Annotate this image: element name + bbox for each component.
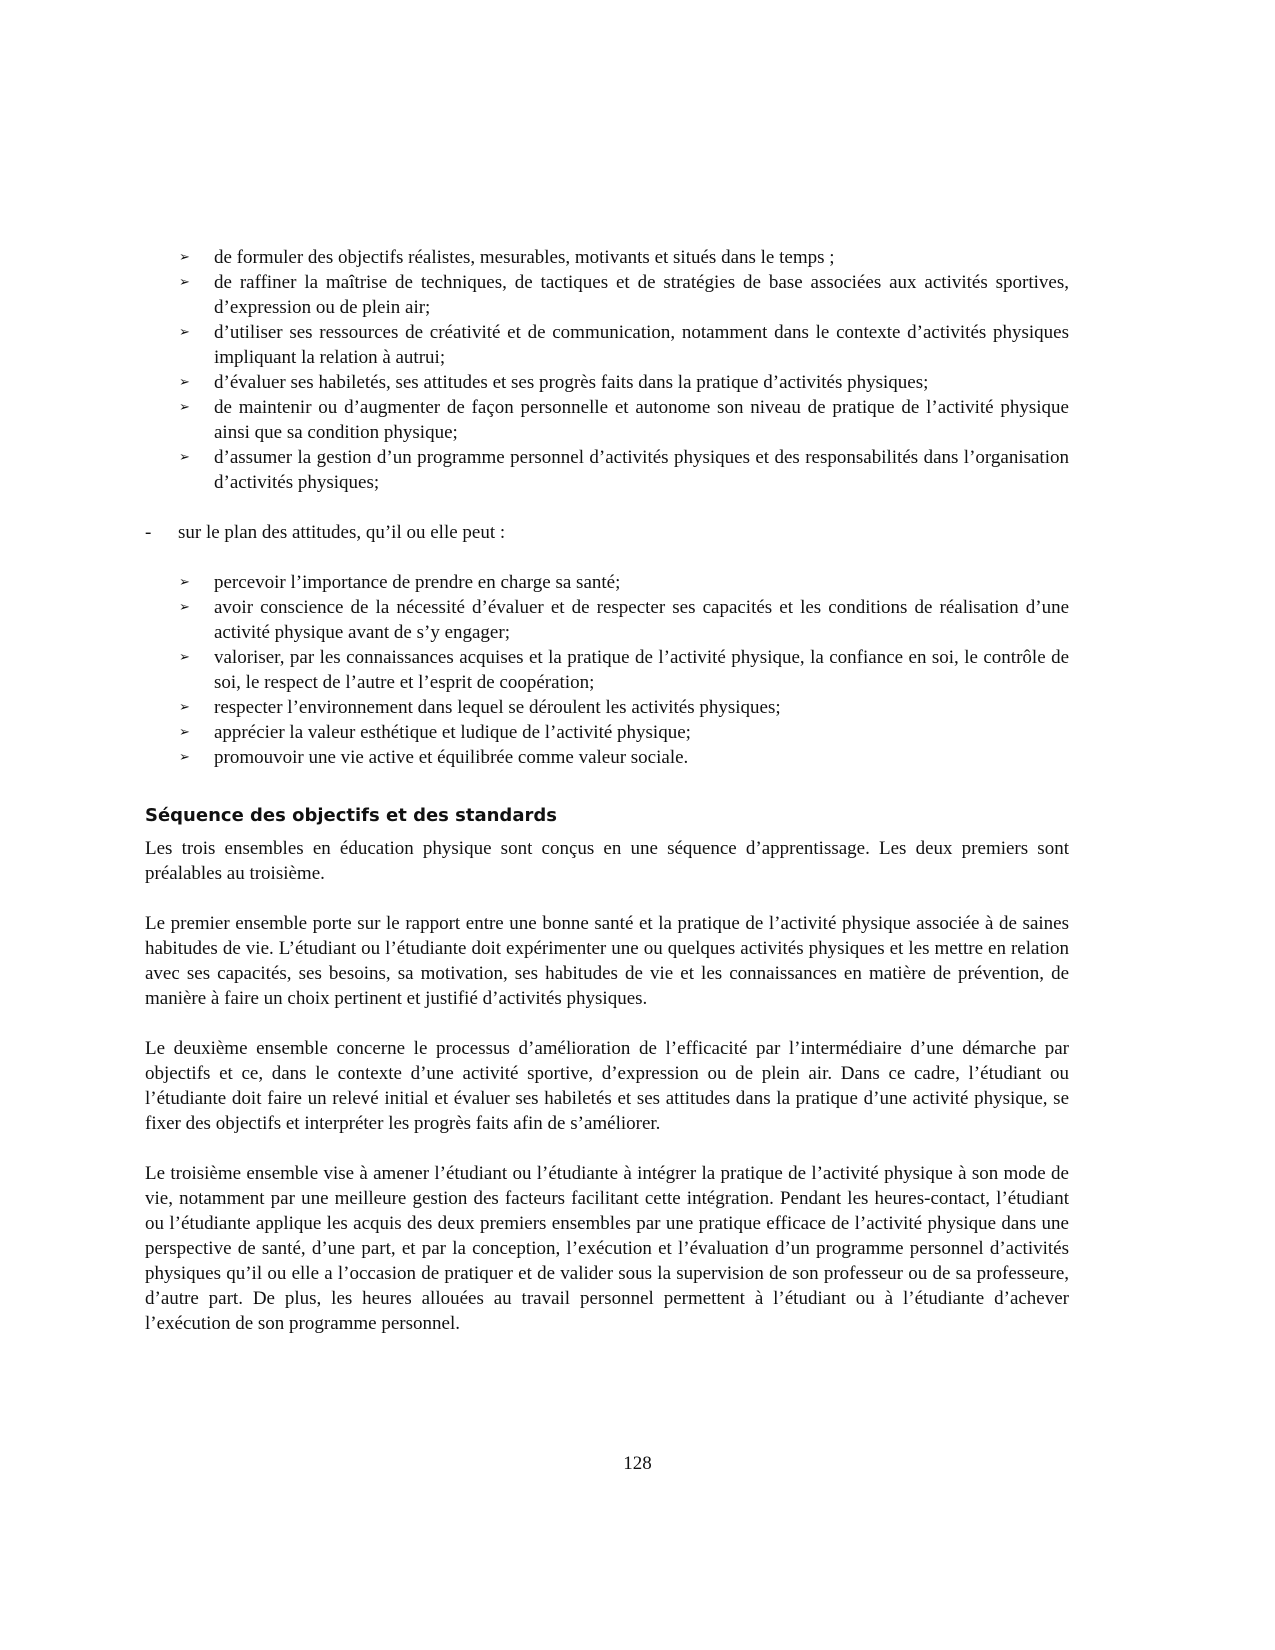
list-item: ➢ de raffiner la maîtrise de techniques, de tactiques et de stratégies de base associées aux activités sportives, d’expression ou de plein air;: [179, 272, 1069, 318]
arrow-bullet-icon: ➢: [179, 725, 190, 740]
paragraph: Le deuxième ensemble concerne le processus d’amélioration de l’efficacité par l’intermédiaire d’une démarche par objectifs et ce, dans le contexte d’une activité sportive, d’expression ou de plein air. Dans ce cadre, l’étudiant ou l’étudiante doit faire un relevé initial et évaluer ses habiletés et ses attitudes dans la pratique d’une activité physique, se fixer des objectifs et interpréter les progrès faits afin de s’améliorer.: [145, 1038, 1069, 1134]
section-heading: Séquence des objectifs et des standards: [145, 805, 557, 826]
list-item: ➢ de maintenir ou d’augmenter de façon personnelle et autonome son niveau de pratique de l’activité physique ainsi que sa condition physique;: [179, 397, 1069, 443]
paragraph: Le troisième ensemble vise à amener l’étudiant ou l’étudiante à intégrer la pratique de l’activité physique à son mode de vie, notamment par une meilleure gestion des facteurs facilitant cette intégration. Pendant les heures-contact, l’étudiant ou l’étudiante applique les acquis des deux premiers ensembles par une pratique efficace de l’activité physique dans une perspective de santé, d’une part, et par la conception, l’exécution et l’évaluation d’un programme personnel d’activités physiques qu’il ou elle a l’occasion de pratiquer et de valider sous la supervision de son professeur ou de sa professeure, d’autre part. De plus, les heures allouées au travail personnel permettent à l’étudiant ou à l’étudiante d’achever l’exécution de son programme personnel.: [145, 1163, 1069, 1334]
paragraph: Le premier ensemble porte sur le rapport entre une bonne santé et la pratique de l’activité physique associée à de saines habitudes de vie. L’étudiant ou l’étudiante doit expérimenter une ou quelques activités physiques et les mettre en relation avec ses capacités, ses besoins, sa motivation, ses habitudes de vie et les connaissances en matière de prévention, de manière à faire un choix pertinent et justifié d’activités physiques.: [145, 913, 1069, 1009]
arrow-bullet-icon: ➢: [179, 400, 190, 415]
list-item: ➢ d’évaluer ses habiletés, ses attitudes et ses progrès faits dans la pratique d’activités physiques;: [179, 372, 929, 393]
arrow-bullet-icon: ➢: [179, 450, 190, 465]
list-item: ➢ promouvoir une vie active et équilibrée comme valeur sociale.: [179, 747, 689, 768]
attitudes-intro-text: sur le plan des attitudes, qu’il ou elle peut :: [178, 522, 506, 543]
arrow-bullet-icon: ➢: [179, 575, 190, 590]
arrow-bullet-icon: ➢: [179, 750, 190, 765]
attitudes-intro: [145, 520, 1069, 545]
list-item: ➢ respecter l’environnement dans lequel se déroulent les activités physiques;: [179, 697, 781, 718]
arrow-bullet-icon: ➢: [179, 275, 190, 290]
dash-marker: -: [145, 522, 152, 543]
paragraph: Les trois ensembles en éducation physique sont conçus en une séquence d’apprentissage. Les deux premiers sont préalables au troisième.: [145, 838, 1069, 884]
list-item: ➢ percevoir l’importance de prendre en charge sa santé;: [179, 572, 621, 593]
arrow-bullet-icon: ➢: [179, 600, 190, 615]
attitudes-list: [145, 570, 1069, 770]
list-item: ➢ apprécier la valeur esthétique et ludique de l’activité physique;: [179, 722, 691, 743]
list-item: ➢ de formuler des objectifs réalistes, mesurables, motivants et situés dans le temps ;: [179, 247, 835, 268]
arrow-bullet-icon: ➢: [179, 650, 190, 665]
skills-list: [145, 245, 1069, 495]
list-item: ➢ d’utiliser ses ressources de créativité et de communication, notamment dans le contexte d’activités physiques impliquant la relation à autrui;: [179, 322, 1069, 368]
list-item: ➢ valoriser, par les connaissances acquises et la pratique de l’activité physique, la confiance en soi, le contrôle de soi, le respect de l’autre et l’esprit de coopération;: [179, 647, 1069, 693]
list-item: ➢ avoir conscience de la nécessité d’évaluer et de respecter ses capacités et les conditions de réalisation d’une activité physique avant de s’y engager;: [179, 597, 1069, 643]
list-item: ➢ d’assumer la gestion d’un programme personnel d’activités physiques et des responsabilités dans l’organisation d’activités physiques;: [179, 447, 1069, 493]
arrow-bullet-icon: ➢: [179, 375, 190, 390]
arrow-bullet-icon: ➢: [179, 325, 190, 340]
arrow-bullet-icon: ➢: [179, 250, 190, 265]
page-body: [145, 245, 1069, 1361]
arrow-bullet-icon: ➢: [179, 700, 190, 715]
page-number: 128: [623, 1453, 652, 1474]
